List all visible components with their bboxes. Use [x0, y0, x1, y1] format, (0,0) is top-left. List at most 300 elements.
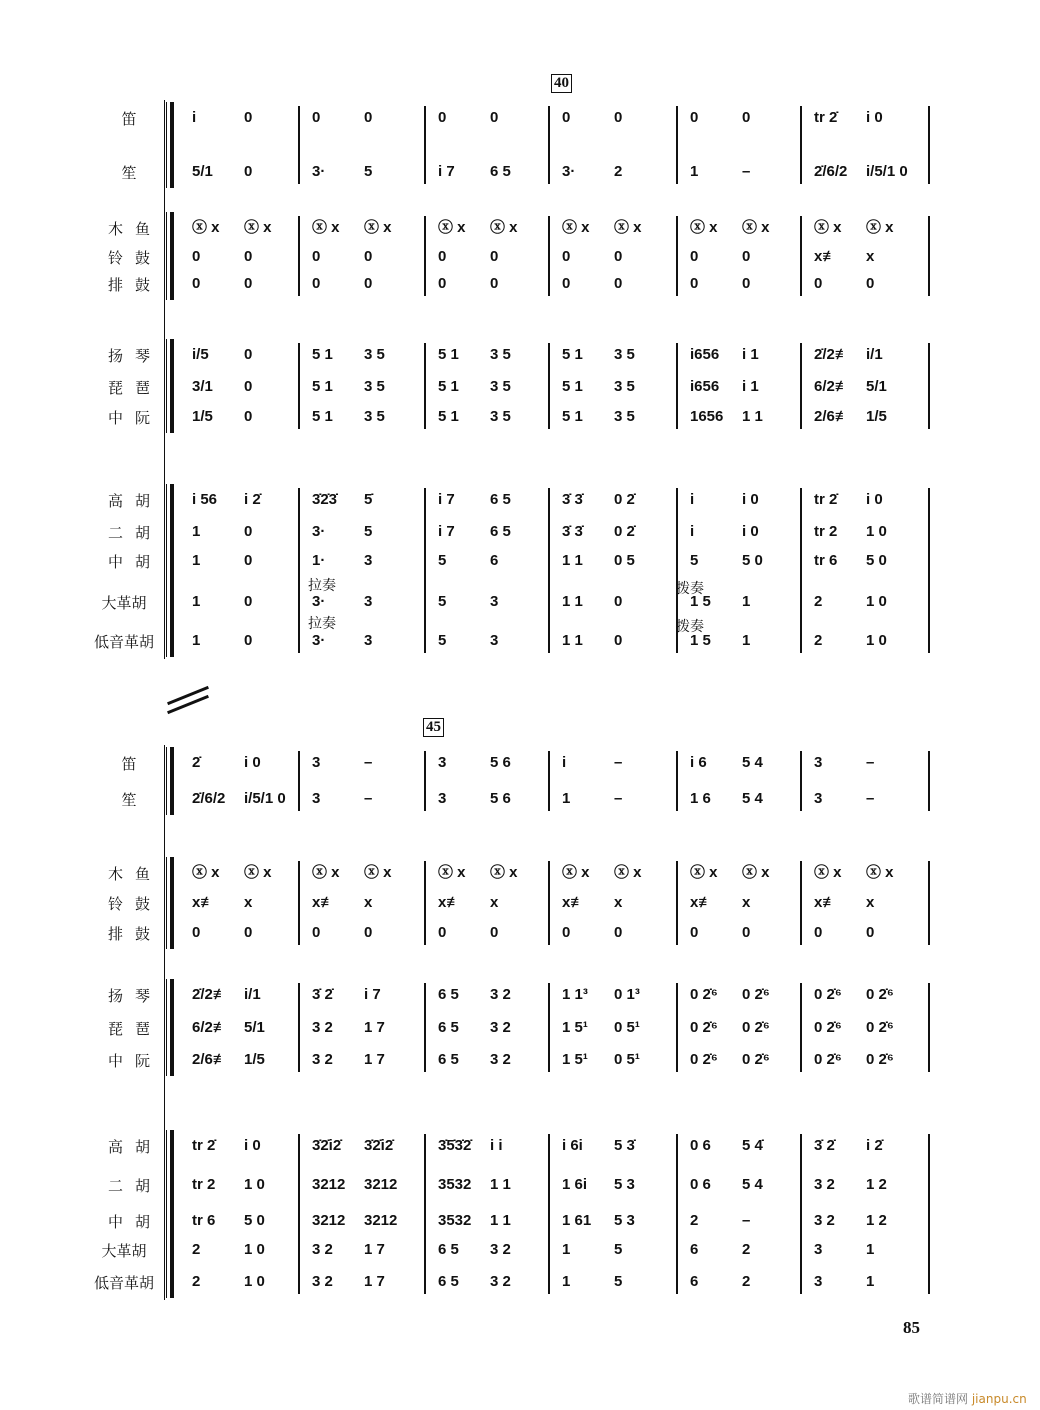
note-cell: 1 5¹ — [562, 1051, 588, 1068]
barline — [676, 106, 678, 184]
barline — [928, 106, 930, 184]
note-cell: 5 — [690, 552, 699, 569]
note-cell: i/1 — [866, 346, 883, 363]
note-cell: 0 — [312, 924, 321, 941]
note-cell: – — [866, 790, 875, 807]
note-cell: x — [614, 894, 623, 911]
note-cell: – — [614, 754, 623, 771]
note-cell: 0 2̇⁶ — [814, 1051, 842, 1068]
note-cell: ⓧ x — [690, 864, 718, 881]
note-cell: – — [364, 754, 373, 771]
note-cell: i — [192, 109, 197, 126]
note-cell: 1 — [562, 1273, 571, 1290]
note-cell: i 56 — [192, 491, 218, 508]
note-cell: 3212 — [312, 1176, 346, 1193]
note-cell: 3̇2̇3̇ — [312, 491, 338, 508]
note-cell: ⓧ x — [562, 864, 590, 881]
note-cell: 5 0 — [866, 552, 887, 569]
note-cell: 5 — [364, 163, 373, 180]
note-cell: 0 — [438, 924, 447, 941]
barline — [928, 343, 930, 429]
barline — [424, 343, 426, 429]
note-cell: 0 — [690, 248, 699, 265]
instrument-label: 笙 — [121, 791, 149, 809]
note-cell: 0 — [438, 248, 447, 265]
note-cell: i 7 — [438, 523, 455, 540]
note-cell: 1 — [562, 1241, 571, 1258]
note-cell: 1/5 — [192, 408, 213, 425]
group-brace-bowed — [170, 1130, 174, 1298]
note-cell: 0 — [742, 109, 751, 126]
note-cell: 3 — [364, 632, 373, 649]
note-cell: tr 2̇ — [192, 1137, 216, 1154]
note-cell: 3 5 — [614, 378, 635, 395]
note-cell: 0 — [244, 593, 253, 610]
note-cell: i/5 — [192, 346, 209, 363]
note-cell: 6 5 — [438, 1019, 459, 1036]
note-cell: 0 — [364, 275, 373, 292]
note-cell: ⓧ x — [192, 219, 220, 236]
note-cell: 0 — [192, 248, 201, 265]
note-cell: 2 — [192, 1241, 201, 1258]
note-cell: 0 — [312, 248, 321, 265]
note-cell: ⓧ x — [866, 219, 894, 236]
note-cell: 2̇ — [192, 754, 201, 771]
note-cell: i656 — [690, 378, 720, 395]
note-cell: 1 — [192, 552, 201, 569]
group-brace-plucked — [170, 979, 174, 1076]
note-cell: i — [562, 754, 567, 771]
note-cell: 6 5 — [438, 986, 459, 1003]
rehearsal-mark: 40 — [551, 74, 572, 93]
barline — [800, 1134, 802, 1294]
instrument-label: 中胡 — [107, 553, 162, 571]
note-cell: 5 — [438, 593, 447, 610]
barline — [298, 861, 300, 945]
note-cell: 3 — [364, 593, 373, 610]
note-cell: 1 — [192, 632, 201, 649]
note-cell: 0 — [614, 924, 623, 941]
barline — [548, 1134, 550, 1294]
note-cell: 3 5 — [614, 346, 635, 363]
note-cell: 0 — [690, 275, 699, 292]
note-cell: 0 — [244, 632, 253, 649]
note-cell: 3532 — [438, 1212, 472, 1229]
note-cell: 3 — [490, 593, 499, 610]
note-cell: i 6 — [690, 754, 707, 771]
note-cell: 6/2≢ — [192, 1019, 228, 1036]
barline — [424, 488, 426, 653]
note-cell: 0 — [244, 552, 253, 569]
note-cell: 0 — [490, 248, 499, 265]
note-cell: 3 2 — [490, 1051, 511, 1068]
note-cell: 2 — [614, 163, 623, 180]
note-cell: 1 5 — [690, 593, 711, 610]
note-cell: x — [742, 894, 751, 911]
note-cell: i 0 — [866, 109, 883, 126]
note-cell: – — [742, 163, 751, 180]
note-cell: ⓧ x — [244, 864, 272, 881]
note-cell: 1 — [866, 1273, 875, 1290]
note-cell: 0 2̇⁶ — [742, 1019, 770, 1036]
barline — [800, 216, 802, 296]
note-cell: 3 2 — [814, 1212, 835, 1229]
note-cell: ⓧ x — [814, 219, 842, 236]
note-cell: 1 7 — [364, 1019, 385, 1036]
note-cell: 0 — [742, 275, 751, 292]
note-cell: 5 4̇ — [742, 1137, 763, 1154]
note-cell: i 0 — [742, 491, 759, 508]
note-cell: 1 0 — [244, 1176, 265, 1193]
note-cell: 3· — [312, 593, 326, 610]
note-cell: 0 6 — [690, 1176, 711, 1193]
note-cell: 3̇ 2̇ — [814, 1137, 835, 1154]
note-cell: 5 4 — [742, 754, 763, 771]
note-cell: – — [742, 1212, 751, 1229]
note-cell: 1 0 — [866, 523, 887, 540]
barline — [928, 1134, 930, 1294]
note-cell: 5 3̇ — [614, 1137, 635, 1154]
instrument-label: 扬琴 — [107, 347, 162, 365]
note-cell: 1 1 — [562, 552, 583, 569]
note-cell: 0 — [742, 924, 751, 941]
instrument-label: 排鼓 — [107, 925, 162, 943]
note-cell: tr 6 — [192, 1212, 216, 1229]
barline — [928, 488, 930, 653]
note-cell: 2/6≢ — [814, 408, 850, 425]
note-cell: 5 1 — [312, 378, 333, 395]
note-cell: 5 — [438, 552, 447, 569]
instrument-label: 笛 — [121, 110, 149, 128]
note-cell: 1 61 — [562, 1212, 592, 1229]
note-cell: 0 — [438, 275, 447, 292]
note-cell: 1 1 — [742, 408, 763, 425]
barline — [676, 343, 678, 429]
note-cell: 0 — [490, 924, 499, 941]
note-cell: 0 — [364, 248, 373, 265]
barline — [800, 488, 802, 653]
note-cell: i/5/1 0 — [866, 163, 908, 180]
note-cell: 2 — [742, 1241, 751, 1258]
note-cell: 3 — [312, 754, 321, 771]
instrument-label: 二胡 — [107, 1177, 162, 1195]
note-cell: i 0 — [244, 1137, 261, 1154]
note-cell: x≢ — [312, 894, 336, 911]
note-cell: x — [364, 894, 373, 911]
note-cell: 3· — [312, 523, 326, 540]
note-cell: – — [364, 790, 373, 807]
instrument-label: 大革胡 — [101, 1242, 147, 1260]
note-cell: 2/6≢ — [192, 1051, 228, 1068]
note-cell: 3 2 — [490, 1273, 511, 1290]
note-cell: x≢ — [814, 248, 838, 265]
note-cell: 5 1 — [438, 408, 459, 425]
note-cell: 1 5 — [690, 632, 711, 649]
note-cell: 3̇2̇i2̇ — [312, 1137, 342, 1154]
note-cell: 3̇ 2̇ — [312, 986, 333, 1003]
note-cell: 1 1 — [490, 1212, 511, 1229]
note-cell: ⓧ x — [438, 219, 466, 236]
note-cell: 0 — [244, 163, 253, 180]
note-cell: 0 — [364, 924, 373, 941]
note-cell: 1 — [690, 163, 699, 180]
note-cell: x≢ — [690, 894, 714, 911]
note-cell: 1656 — [690, 408, 724, 425]
note-cell: tr 2̇ — [814, 491, 838, 508]
barline — [424, 983, 426, 1072]
instrument-label: 木鱼 — [107, 865, 162, 883]
barline — [676, 983, 678, 1072]
note-cell: 0 — [438, 109, 447, 126]
note-cell: 3 5 — [490, 346, 511, 363]
note-cell: 0 — [244, 924, 253, 941]
note-cell: 3 5 — [614, 408, 635, 425]
note-cell: 3· — [312, 632, 326, 649]
instrument-label: 二胡 — [107, 524, 162, 542]
note-cell: tr 2 — [192, 1176, 216, 1193]
note-cell: 3 2 — [312, 1019, 333, 1036]
note-cell: 0 6 — [690, 1137, 711, 1154]
note-cell: 3 — [490, 632, 499, 649]
instrument-label: 低音革胡 — [93, 633, 154, 651]
note-cell: 0 — [312, 275, 321, 292]
note-cell: ⓧ x — [614, 219, 642, 236]
note-cell: 0 2̇⁶ — [742, 986, 770, 1003]
barline — [676, 216, 678, 296]
note-cell: 2̇/6/2 — [192, 790, 226, 807]
note-cell: 5 1 — [438, 378, 459, 395]
note-cell: 3212 — [312, 1212, 346, 1229]
note-cell: 0 — [562, 248, 571, 265]
note-cell: 2 — [742, 1273, 751, 1290]
instrument-label: 琵琶 — [107, 1020, 162, 1038]
watermark-en: jianpu.cn — [971, 1392, 1027, 1406]
note-cell: 5 3 — [614, 1212, 635, 1229]
note-cell: 3 — [814, 754, 823, 771]
instrument-label: 铃鼓 — [107, 249, 162, 267]
note-cell: 0 — [192, 275, 201, 292]
note-cell: 1 0 — [866, 593, 887, 610]
barline — [800, 343, 802, 429]
note-cell: 3 — [312, 790, 321, 807]
note-cell: 1/5 — [244, 1051, 265, 1068]
note-cell: 3 2 — [490, 986, 511, 1003]
note-cell: 0 — [244, 248, 253, 265]
page-number: 85 — [903, 1318, 920, 1337]
group-brace-percussion — [170, 857, 174, 949]
note-cell: 0 1³ — [614, 986, 640, 1003]
barline — [548, 751, 550, 811]
note-cell: 6 5 — [438, 1051, 459, 1068]
barline — [298, 1134, 300, 1294]
note-cell: 1 — [866, 1241, 875, 1258]
note-cell: x≢ — [438, 894, 462, 911]
note-cell: 3 2 — [312, 1241, 333, 1258]
note-cell: 0 2̇⁶ — [866, 1051, 894, 1068]
watermark-cn: 歌谱简谱网 — [908, 1392, 969, 1406]
note-cell: 5 1 — [562, 346, 583, 363]
barline — [424, 751, 426, 811]
note-cell: 3 2 — [312, 1273, 333, 1290]
note-cell: 0 — [814, 924, 823, 941]
note-cell: ⓧ x — [244, 219, 272, 236]
note-cell: 2 — [814, 632, 823, 649]
arco-marking: 拉奏 — [308, 578, 336, 594]
note-cell: 3 — [438, 790, 447, 807]
note-cell: i — [690, 523, 695, 540]
group-brace-bowed — [170, 484, 174, 657]
barline — [676, 861, 678, 945]
note-cell: 5 0 — [244, 1212, 265, 1229]
note-cell: 3 — [814, 790, 823, 807]
note-cell: i656 — [690, 346, 720, 363]
barline — [298, 106, 300, 184]
note-cell: ⓧ x — [312, 864, 340, 881]
barline — [424, 1134, 426, 1294]
note-cell: 5 — [614, 1273, 623, 1290]
note-cell: 0 — [364, 109, 373, 126]
note-cell: ⓧ x — [192, 864, 220, 881]
note-cell: 1· — [312, 552, 326, 569]
note-cell: i 7 — [438, 491, 455, 508]
barline — [548, 983, 550, 1072]
note-cell: 0 — [312, 109, 321, 126]
note-cell: 1 — [742, 593, 751, 610]
note-cell: 3/1 — [192, 378, 213, 395]
note-cell: 1 1 — [562, 593, 583, 610]
note-cell: i 1 — [742, 378, 759, 395]
note-cell: 6 5 — [438, 1273, 459, 1290]
note-cell: x — [490, 894, 499, 911]
note-cell: 0 2̇⁶ — [814, 1019, 842, 1036]
note-cell: tr 2̇ — [814, 109, 838, 126]
barline — [424, 861, 426, 945]
note-cell: x≢ — [192, 894, 216, 911]
note-cell: 2 — [814, 593, 823, 610]
note-cell: 3̇2̇i2̇ — [364, 1137, 394, 1154]
note-cell: 0 5 — [614, 552, 635, 569]
note-cell: ⓧ x — [614, 864, 642, 881]
note-cell: i 0 — [742, 523, 759, 540]
note-cell: ⓧ x — [742, 864, 770, 881]
note-cell: 0 — [614, 109, 623, 126]
note-cell: 0 5¹ — [614, 1051, 640, 1068]
barline — [424, 216, 426, 296]
note-cell: 5/1 — [192, 163, 213, 180]
note-cell: 0 — [690, 109, 699, 126]
instrument-label: 扬琴 — [107, 987, 162, 1005]
note-cell: x≢ — [814, 894, 838, 911]
note-cell: 0 — [614, 275, 623, 292]
note-cell: i/1 — [244, 986, 261, 1003]
note-cell: tr 2 — [814, 523, 838, 540]
note-cell: x≢ — [562, 894, 586, 911]
note-cell: i 1 — [742, 346, 759, 363]
note-cell: 1 7 — [364, 1241, 385, 1258]
note-cell: 0 — [614, 632, 623, 649]
note-cell: ⓧ x — [490, 219, 518, 236]
group-brace-winds — [170, 102, 174, 188]
barline — [548, 861, 550, 945]
note-cell: 0 2̇ — [614, 491, 635, 508]
note-cell: 5 1 — [438, 346, 459, 363]
note-cell: 0 — [814, 275, 823, 292]
note-cell: 0 — [244, 408, 253, 425]
note-cell: ⓧ x — [438, 864, 466, 881]
note-cell: 0 2̇⁶ — [814, 986, 842, 1003]
note-cell: 3· — [562, 163, 576, 180]
note-cell: 2̇/6/2 — [814, 163, 848, 180]
barline — [298, 488, 300, 653]
group-brace-percussion — [170, 212, 174, 300]
instrument-label: 大革胡 — [101, 594, 147, 612]
note-cell: 0 2̇⁶ — [866, 986, 894, 1003]
note-cell: 2 — [192, 1273, 201, 1290]
note-cell: 1/5 — [866, 408, 887, 425]
note-cell: 3 5 — [364, 378, 385, 395]
barline — [928, 861, 930, 945]
note-cell: i 7 — [438, 163, 455, 180]
barline — [676, 751, 678, 811]
note-cell: 3 2 — [814, 1176, 835, 1193]
note-cell: 0 2̇ — [614, 523, 635, 540]
note-cell: 1 — [562, 790, 571, 807]
note-cell: 5 1 — [562, 408, 583, 425]
barline — [548, 343, 550, 429]
barline — [298, 983, 300, 1072]
note-cell: 5 4 — [742, 1176, 763, 1193]
note-cell: ⓧ x — [312, 219, 340, 236]
note-cell: 5 3 — [614, 1176, 635, 1193]
note-cell: 0 — [562, 924, 571, 941]
note-cell: 3 2 — [490, 1019, 511, 1036]
note-cell: 3 5 — [364, 346, 385, 363]
note-cell: 5 1 — [562, 378, 583, 395]
barline — [800, 106, 802, 184]
barline — [548, 488, 550, 653]
note-cell: 3 — [438, 754, 447, 771]
note-cell: 6/2≢ — [814, 378, 850, 395]
note-cell: tr 6 — [814, 552, 838, 569]
barline — [928, 983, 930, 1072]
pizz-marking: 拨奏 — [676, 581, 704, 597]
instrument-label: 笛 — [121, 755, 149, 773]
note-cell: i — [690, 491, 695, 508]
note-cell: 5 — [614, 1241, 623, 1258]
barline — [676, 1134, 678, 1294]
note-cell: 6 5 — [438, 1241, 459, 1258]
note-cell: 5 0 — [742, 552, 763, 569]
note-cell: 5 1 — [312, 346, 333, 363]
note-cell: 5 4 — [742, 790, 763, 807]
note-cell: 0 — [244, 346, 253, 363]
note-cell: ⓧ x — [866, 864, 894, 881]
barline — [548, 216, 550, 296]
instrument-label: 排鼓 — [107, 276, 162, 294]
note-cell: 0 — [244, 523, 253, 540]
note-cell: 3 5 — [490, 408, 511, 425]
note-cell: 6 5 — [490, 523, 511, 540]
note-cell: 1 7 — [364, 1051, 385, 1068]
note-cell: i 7 — [364, 986, 381, 1003]
note-cell: 0 — [690, 924, 699, 941]
barline — [548, 106, 550, 184]
note-cell: 6 — [690, 1273, 699, 1290]
barline — [800, 983, 802, 1072]
note-cell: 0 — [490, 275, 499, 292]
note-cell: 0 — [562, 275, 571, 292]
group-brace-plucked — [170, 339, 174, 433]
